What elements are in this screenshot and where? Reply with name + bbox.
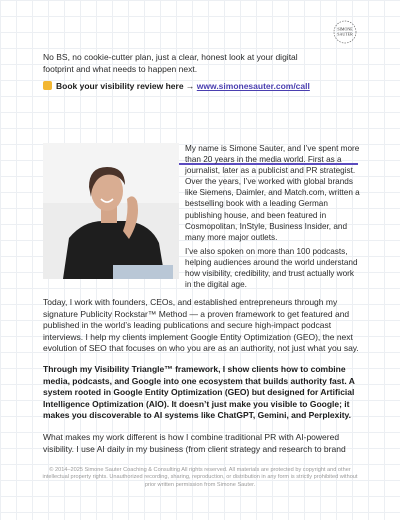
cta-line [43,81,363,93]
intro-paragraph: No BS, no cookie-cutter plan, just a clear, honest look at your digital footprint and what needs to happen next. [43,52,298,74]
body-paragraph-4-bold: Through my Visibility Triangle™ framework, I show clients how to combine media, podcasts, and Google into one ecosystem that builds authority fast. A system rooted in Google Entity Optimization (GEO) but designed for Artificial Intelligence Optimization (AIO). It doesn’t just make you visible to Google; it makes you discoverable to AI systems like ChatGPT, Gemini, and Perplexity. [43,364,355,420]
cta-text: Book your visibility review here → [56,81,195,91]
copyright-notice: © 2014–2025 Simone Sauter Coaching & Consulting All rights reserved. All materials are protected by copyright and other intellectual property rights. Unauthorized recording, sharing, reproduction, or distribution in any form is strictly prohibited without prior written permission from Simone Sauter. [42,467,358,488]
svg-text:SAUTER: SAUTER [337,31,353,37]
booking-link[interactable]: www.simonesauter.com/call [196,81,310,91]
body-paragraph-5: What makes my work different is how I combine traditional PR with AI-powered visibility. I use AI daily in my business (from client strategy and research to brand [43,432,346,454]
body-paragraph-3: Today, I work with founders, CEOs, and established entrepreneurs through my signature Publicity Rockstar™ Method — a proven framework to get featured and published in the world’s leading publications and secure high-impact podcast interviews. I help my clients implement Google Entity Optimization (GEO), the next evolution of SEO that focuses on who you are as an authority, not just what you say. [43,297,359,353]
bio-paragraph-2: I’ve also spoken on more than 100 podcasts, helping audiences around the world understand how visibility, credibility, and trust actually work in the digital age. [185,247,358,290]
brand-logo [332,19,358,45]
bio-paragraph-1: My name is Simone Sauter, and I’ve spent more than 20 years in the media world. First as a journalist, later as a publicist and PR strategist. Over the years, I’ve worked with global brands like Siemens, Daimler, and Match.com, written a bestselling book with a leading German publishing house, and been featured in Cosmopolitan, InStyle, Business Insider, and many more major outlets. [185,144,360,242]
pointing-hand-icon [43,81,52,90]
svg-text:SIMONE: SIMONE [337,26,353,32]
author-photo [43,143,179,279]
